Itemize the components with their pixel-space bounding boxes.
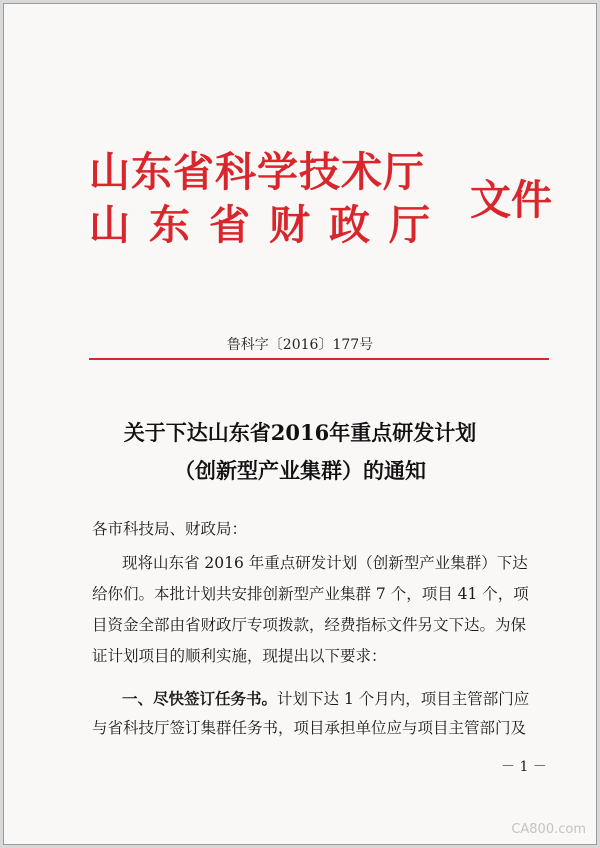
issuing-agency-finance: 山东省财政厅 (89, 201, 449, 249)
paragraph-1-line-1: 现将山东省 2016 年重点研发计划（创新型产业集群）下达 (122, 554, 528, 572)
issuing-agency-science: 山东省科学技术厅 (89, 148, 425, 196)
page-number: － 1 － (501, 759, 547, 775)
paragraph-1-line-3: 目资金全部由省财政厅专项拨款，经费指标文件另文下达。为保 (92, 616, 527, 634)
document-page (3, 3, 597, 845)
red-header-divider (89, 358, 549, 360)
item-1-heading: 一、尽快签订任务书。 (122, 689, 278, 708)
paragraph-1-line-2: 给你们。本批计划共安排创新型产业集群 7 个，项目 41 个，项 (92, 585, 529, 603)
document-type-label: 文件 (470, 176, 552, 224)
document-number: 鲁科字〔2016〕177号 (226, 337, 374, 353)
site-watermark: CA800.com (511, 822, 586, 837)
paragraph-1-line-4: 证计划项目的顺利实施，现提出以下要求： (92, 647, 387, 665)
item-1-line-2: 与省科技厅签订集群任务书，项目承担单位应与项目主管部门及 (92, 719, 527, 737)
notice-title-line-1: 关于下达山东省2016年重点研发计划 (123, 420, 477, 445)
salutation: 各市科技局、财政局： (92, 520, 248, 538)
notice-title-line-2: （创新型产业集群）的通知 (174, 458, 426, 483)
item-1-line-1 (122, 687, 529, 709)
item-1-text: 计划下达 1 个月内，项目主管部门应 (277, 690, 530, 708)
